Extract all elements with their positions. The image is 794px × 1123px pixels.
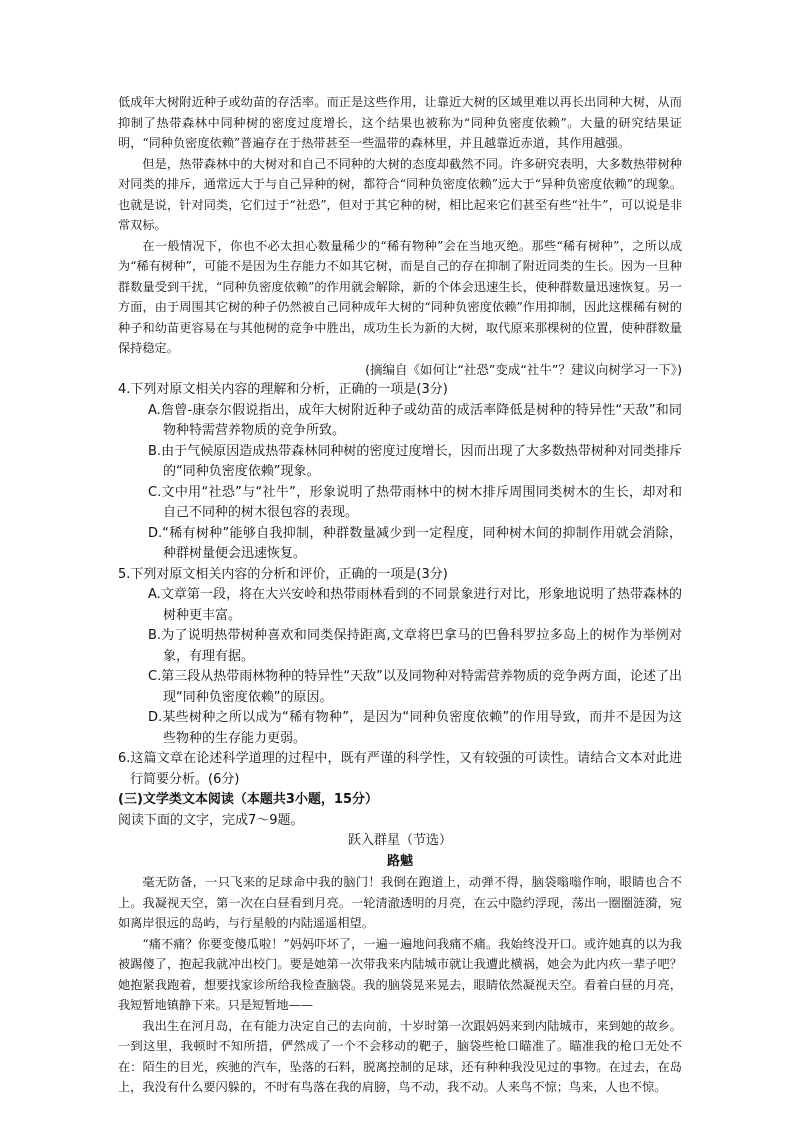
passage-paragraph-3: 在一般情况下，你也不必太担心数量稀少的“稀有物种”会在当地灭绝。那些“稀有树种”，之所以成为“稀有树种”，可能不是因为生存能力不如其它树，而是自己的存在抑制了附近同类的生长。因为一旦种群数量受到干扰，“同种负密度依赖”的作用就会解除，新的个体会迅速生长，使种群数量迅速恢复。另一方面，由于周围其它树的种子仍然被自己同种成年大树的“同种负密度依赖”作用抑制，因此这棵稀有树的种子和幼苗更容易在与其他树的竞争中胜出，成功生长为新的大树，取代原来那棵树的位置，使种群数量保持稳定。 bbox=[118, 238, 682, 355]
story-body bbox=[118, 872, 682, 1098]
question-4-stem: 4.下列对原文相关内容的理解和分析，正确的一项是(3分) bbox=[118, 382, 448, 397]
reading-instruction: 阅读下面的文字，完成7～9题。 bbox=[118, 812, 304, 828]
passage-source: (摘编自《如何让“社恐”变成“社牛”？建议向树学习一下》) bbox=[365, 361, 682, 377]
question-4-option-d: D.“稀有树种”能够自我抑制，种群数量减少到一定程度，同种树木间的抑制作用就会消除，种群树量便会迅速恢复。 bbox=[148, 525, 682, 561]
question-5-option-a: A.文章第一段，将在大兴安岭和热带雨林看到的不同景象进行对比，形象地说明了热带森林的树种更丰富。 bbox=[148, 587, 682, 623]
question-4-option-b: B.由于气候原因造成热带森林同种树的密度过度增长，因而出现了大多数热带树种对同类排斥的“同种负密度依赖”现象。 bbox=[148, 443, 682, 479]
story-paragraph-1: 毫无防备，一只飞来的足球命中我的脑门！我倒在跑道上，动弹不得，脑袋嗡嗡作响，眼睛也合不上。我凝视天空，第一次在白昼看到月亮。一轮清澈透明的月亮，在云中隐约浮现，荡出一圈圈涟漪，宛如离岸很远的岛屿，与行星般的内陆遥遥相望。 bbox=[118, 875, 682, 930]
passage-paragraph-2: 但是，热带森林中的大树对和自己不同种的大树的态度却截然不同。许多研究表明，大多数热带树种对同类的排斥，通常远大于与自己异种的树，都符合“同种负密度依赖”远大于“异种负密度依赖”的现象。也就是说，针对同类，它们过于“社恐”，但对于其它种的树，相比起来它们甚至有些“社牛”，可以说是非常双标。 bbox=[118, 156, 682, 232]
question-5-option-c: C.第三段从热带雨林物种的特异性“天敌”以及同物种对特需营养物质的竞争两方面，论述了出现“同种负密度依赖”的原因。 bbox=[148, 669, 682, 705]
passage-paragraph-1: 低成年大树附近种子或幼苗的存活率。而正是这些作用，让靠近大树的区域里难以再长出同种大树，从而抑制了热带森林中同种树的密度过度增长，这个结果也被称为“同种负密度依赖”。大量的研究结果证明，“同种负密度依赖”普遍存在于热带甚至一些温带的森林里，并且越靠近赤道，其作用越强。 bbox=[118, 95, 682, 150]
story-title: 跃入群星（节选） bbox=[347, 833, 452, 848]
question-4-option-c: C.文中用“社恐”与“社牛”，形象说明了热带雨林中的树木排斥周围同类树木的生长，却对和自己不同种的树木很包容的表现。 bbox=[148, 484, 682, 520]
question-4-option-a: A.詹曾-康奈尔假说指出，成年大树附近种子或幼苗的成活率降低是树种的特异性“天敌”和同物种特需营养物质的竞争所致。 bbox=[148, 402, 682, 438]
story-author: 路魆 bbox=[386, 853, 413, 869]
story-paragraph-3: 我出生在河月岛，在有能力决定自己的去向前，十岁时第一次跟妈妈来到内陆城市，来到她的故乡。一到这里，我顿时不知所措，俨然成了一个不会移动的靶子，脑袋些枪口瞄准了。瞄准我的枪口无处不在：陌生的目光，疾驰的汽车，坠落的石料，脱离控制的足球，还有种种我没见过的事物。在过去，在岛上，我没有什么要闪躲的，不时有鸟落在我的肩膀，鸟不动，我不动。人来鸟不惊；鸟来，人也不惊。 bbox=[118, 1018, 682, 1094]
question-6: 6.这篇文章在论述科学道理的过程中，既有严谨的科学性，又有较强的可读性。请结合文本对此进行简要分析。(6分) bbox=[118, 751, 682, 787]
document-page bbox=[118, 92, 682, 1098]
question-5-option-d: D.某些树种之所以成为“稀有物种”，是因为“同种负密度依赖”的作用导致，而并不是因为这些物种的生存能力更弱。 bbox=[148, 710, 682, 746]
story-paragraph-2: “痛不痛？你要变傻瓜啦！”妈妈吓坏了，一遍一遍地问我痛不痛。我始终没开口。或许她真的以为我被踢傻了，抱起我就冲出校门。要是她第一次带我来内陆城市就让我遭此横祸，她会为此内疚一辈子吧？她抱紧我跑着，想要找家诊所给我检查脑袋。我的脑袋晃来晃去，眼睛依然凝视天空。看着白昼的月亮，我短暂地镇静下来。只是短暂地—— bbox=[118, 936, 682, 1012]
question-5-option-b: B.为了说明热带树种喜欢和同类保持距离,文章将巴拿马的巴鲁科罗拉多岛上的树作为举例对象，有理有据。 bbox=[148, 628, 682, 664]
section-heading: (三)文学类文本阅读（本题共3小题，15分） bbox=[118, 792, 379, 807]
question-5-stem: 5.下列对原文相关内容的分析和评价，正确的一项是(3分) bbox=[118, 566, 448, 582]
